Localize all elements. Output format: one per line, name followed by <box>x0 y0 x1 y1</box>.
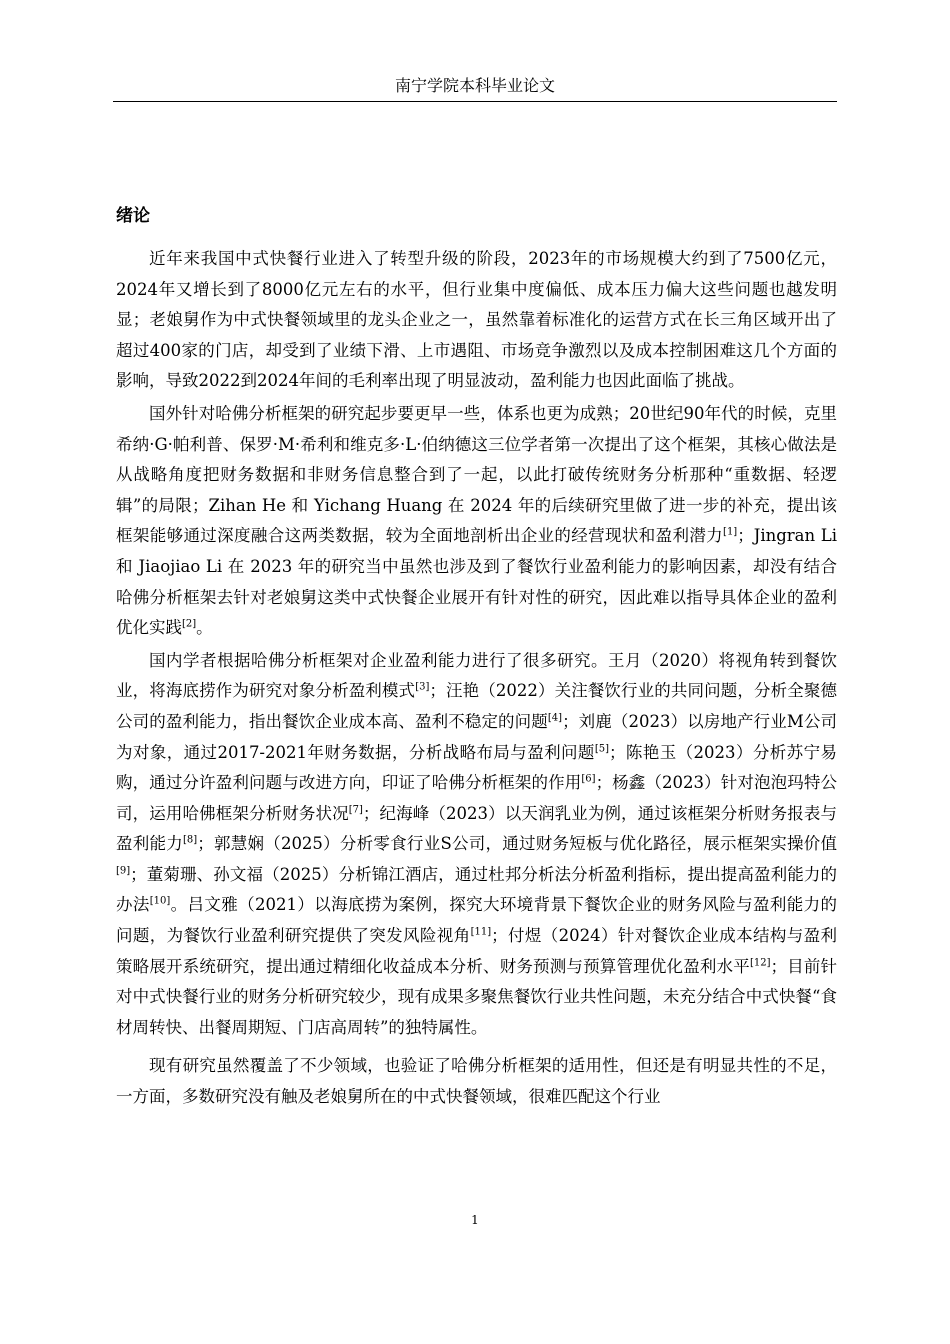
body-text <box>116 244 837 1115</box>
citation-7: [7] <box>348 804 363 816</box>
page-number: 1 <box>471 1213 479 1227</box>
paragraph-3-text: ；刘鹿（2023）以房地产行业M公司为对象，通过2017-2021年财务数据，分析战略布局与盈利问题 <box>116 711 838 762</box>
paragraph-2-text: 。 <box>196 618 213 638</box>
header-rule <box>113 101 837 102</box>
citation-6: [6] <box>581 773 596 785</box>
paragraph-3-text: ；郭慧娴（2025）分析零食行业S公司，通过财务短板与优化路径，展示框架实操价值 <box>197 834 838 854</box>
citation-3: [3] <box>415 681 430 693</box>
citation-8: [8] <box>183 834 198 846</box>
paragraph-3-text: 国内学者根据哈佛分析框架对企业盈利能力进行了很多研究。王月（2020）将视角转到餐饮业，将海底捞作为研究对象分析盈利模式 <box>116 650 837 701</box>
paragraph-3-text: ；纪海峰（2023）以天润乳业为例，通过该框架分析财务报表与盈利能力 <box>116 803 838 854</box>
paragraph-3-text: ；陈艳玉（2023）分析苏宁易购，通过分许盈利问题与改进方向，印证了哈佛分析框架的作用 <box>116 742 837 793</box>
citation-5: [5] <box>594 743 610 754</box>
paragraph-4: 现有研究虽然覆盖了不少领域，也验证了哈佛分析框架的适用性，但还是有明显共性的不足，一方面，多数研究没有触及老娘舅所在的中式快餐领域，很难匹配这个行业 <box>116 1056 837 1107</box>
paragraph-3-text: ；杨鑫（2023）针对泡泡玛特公司，运用哈佛框架分析财务状况 <box>116 773 838 823</box>
citation-1: [1] <box>723 526 738 538</box>
paragraph-2-text: 国外针对哈佛分析框架的研究起步要更早一些，体系也更为成熟；20世纪90年代的时候，克里希纳·G·帕利普、保罗·M·希利和维克多·L·伯纳德这三位学者第一次提出了这个框架，其核心做法是从战略角度把财务数据和非财务信息整合到了一起，以此打破传统财务分析那种“重数据、轻逻辑”的局限；Zihan He 和 Yichang Huang 在 2024 年的后续研究里做了进一步的补充，提出该框架能够通过深度融合这两类数据，较为全面地剖析出企业的经营现状和盈利潜力 <box>116 403 837 546</box>
paragraph-2-text: ；Jingran Li 和 Jiaojiao Li 在 2023 年的研究当中虽然也涉及到了餐饮行业盈利能力的影响因素，却没有结合哈佛分析框架去针对老娘舅这类中式快餐企业展开有针对性的研究，因此难以指导具体企业的盈利优化实践 <box>116 526 837 638</box>
citation-2: [2] <box>182 618 197 630</box>
citation-12: [12] <box>749 957 771 969</box>
citation-10: [10] <box>149 895 171 907</box>
citation-9: [9] <box>116 865 131 877</box>
running-header: 南宁学院本科毕业论文 <box>394 76 555 95</box>
paragraph-3-text: ；付煜（2024）针对餐饮企业成本结构与盈利策略展开系统研究，提出通过精细化收益成本分析、财务预测与预算管理优化盈利水平 <box>116 926 837 976</box>
paragraph-1: 近年来我国中式快餐行业进入了转型升级的阶段，2023年的市场规模大约到了7500亿元，2024年又增长到了8000亿元左右的水平，但行业集中度偏低、成本压力偏大这些问题也越发明显；老娘舅作为中式快餐领域里的龙头企业之一，虽然靠着标准化的运营方式在长三角区域开出了超过400家的门店，却受到了业绩下滑、上市遇阻、市场竞争激烈以及成本控制困难这几个方面的影响，导致2022到2024年间的毛利率出现了明显波动，盈利能力也因此面临了挑战。 <box>116 249 837 391</box>
paragraph-3-text: ；汪艳（2022）关注餐饮行业的共同问题，分析全聚德公司的盈利能力，指出餐饮企业成本高、盈利不稳定的问题 <box>116 681 838 731</box>
section-title: 绪论 <box>116 206 150 226</box>
paragraph-2 <box>116 399 837 644</box>
paragraph-3 <box>116 646 837 1044</box>
paragraph-3-text: ；目前针对中式快餐行业的财务分析研究较少，现有成果多聚焦餐饮行业共性问题，未充分结合中式快餐“食材周转快、出餐周期短、门店高周转”的独特属性。 <box>116 956 838 1037</box>
citation-11: [11] <box>470 926 492 938</box>
citation-4: [4] <box>547 712 563 724</box>
paragraph-3-text: 。吕文雅（2021）以海底捞为案例，探究大环境背景下餐饮企业的财务风险与盈利能力的问题，为餐饮行业盈利研究提供了突发风险视角 <box>116 895 837 946</box>
paragraph-3-text: ；董菊珊、孙文福（2025）分析锦江酒店，通过杜邦分析法分析盈利指标，提出提高盈利能力的办法 <box>116 864 837 915</box>
